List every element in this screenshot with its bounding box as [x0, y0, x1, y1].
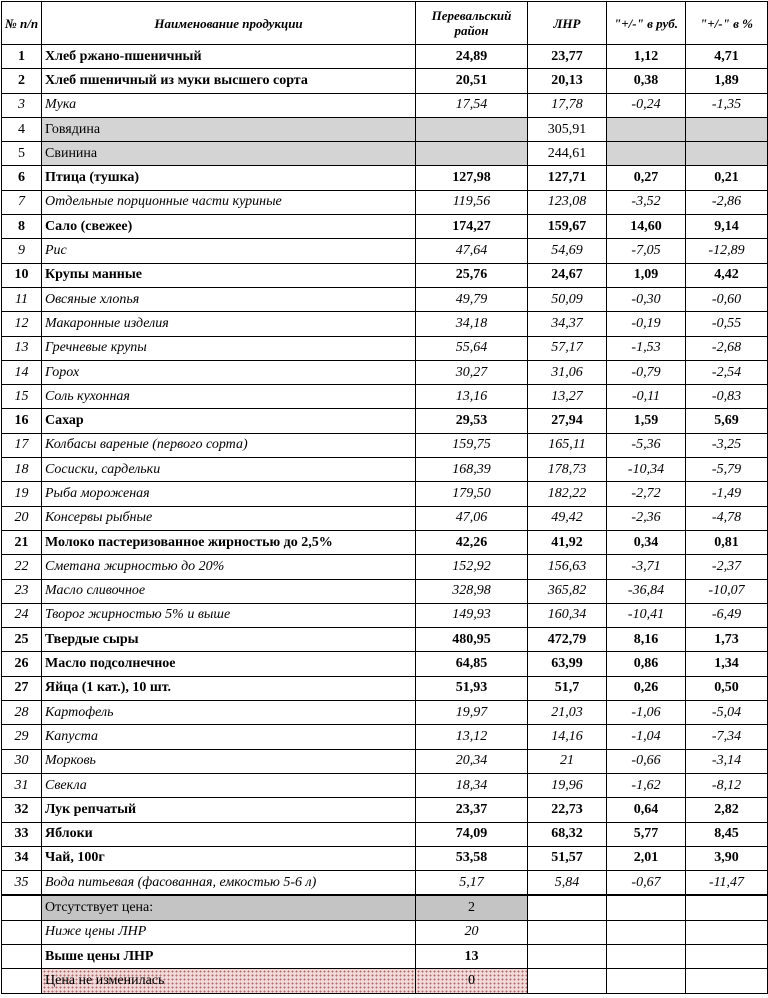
table-row [2, 652, 768, 676]
diff-rub: -0,11 [607, 385, 686, 409]
price-pereval: 47,64 [416, 239, 528, 263]
table-row [2, 263, 768, 287]
table-row [2, 603, 768, 627]
diff-pct: -1,35 [686, 93, 768, 117]
price-lnr: 17,78 [528, 93, 607, 117]
price-pereval: 20,34 [416, 749, 528, 773]
price-pereval: 42,26 [416, 530, 528, 554]
price-lnr: 63,99 [528, 652, 607, 676]
table-row [2, 336, 768, 360]
row-number: 35 [2, 871, 42, 896]
diff-rub: 0,27 [607, 166, 686, 190]
row-number: 21 [2, 530, 42, 554]
product-name: Молоко пастеризованное жирностью до 2,5% [42, 530, 416, 554]
diff-pct: -7,34 [686, 725, 768, 749]
product-rows [2, 45, 768, 896]
table-row [2, 69, 768, 93]
header-name: Наименование продукции [42, 2, 416, 45]
row-number: 29 [2, 725, 42, 749]
price-lnr: 182,22 [528, 482, 607, 506]
diff-pct: 1,34 [686, 652, 768, 676]
summary-empty-cell [686, 920, 768, 944]
diff-rub: -1,06 [607, 701, 686, 725]
table-row [2, 166, 768, 190]
diff-rub: -3,52 [607, 190, 686, 214]
row-number: 2 [2, 69, 42, 93]
price-lnr: 21 [528, 749, 607, 773]
product-name: Колбасы вареные (первого сорта) [42, 433, 416, 457]
diff-pct: 3,90 [686, 846, 768, 870]
diff-rub: -7,05 [607, 239, 686, 263]
price-pereval: 152,92 [416, 555, 528, 579]
row-number: 27 [2, 676, 42, 700]
diff-pct: -0,55 [686, 312, 768, 336]
summary-value: 13 [416, 944, 528, 968]
summary-empty-cell [528, 920, 607, 944]
diff-rub: -0,19 [607, 312, 686, 336]
product-name: Масло сливочное [42, 579, 416, 603]
price-lnr: 472,79 [528, 628, 607, 652]
table-row [2, 385, 768, 409]
table-row [2, 579, 768, 603]
product-name: Яйца (1 кат.), 10 шт. [42, 676, 416, 700]
table-row [2, 142, 768, 166]
header-num: № п/п [2, 2, 42, 45]
diff-pct: -2,54 [686, 360, 768, 384]
table-row [2, 628, 768, 652]
summary-row [2, 944, 768, 968]
diff-pct: -8,12 [686, 773, 768, 797]
diff-rub: 0,34 [607, 530, 686, 554]
header-diff-pct: "+/-" в % [686, 2, 768, 45]
diff-pct: 0,81 [686, 530, 768, 554]
price-pereval: 174,27 [416, 215, 528, 239]
summary-row [2, 895, 768, 920]
table-row [2, 725, 768, 749]
diff-pct [686, 117, 768, 141]
row-number: 12 [2, 312, 42, 336]
summary-spacer [2, 969, 42, 993]
header-pereval: Перевальский район [416, 2, 528, 45]
price-pereval: 119,56 [416, 190, 528, 214]
table-row [2, 215, 768, 239]
product-name: Сахар [42, 409, 416, 433]
table-row [2, 433, 768, 457]
price-lnr: 165,11 [528, 433, 607, 457]
diff-rub: 5,77 [607, 822, 686, 846]
product-name: Свинина [42, 142, 416, 166]
price-pereval: 30,27 [416, 360, 528, 384]
price-pereval: 23,37 [416, 798, 528, 822]
diff-rub: -0,24 [607, 93, 686, 117]
diff-rub: 1,09 [607, 263, 686, 287]
diff-rub: 0,26 [607, 676, 686, 700]
diff-rub: -10,34 [607, 458, 686, 482]
diff-pct: -1,49 [686, 482, 768, 506]
diff-pct: -0,60 [686, 287, 768, 311]
diff-rub: -10,41 [607, 603, 686, 627]
product-name: Рис [42, 239, 416, 263]
diff-rub: 1,59 [607, 409, 686, 433]
row-number: 3 [2, 93, 42, 117]
summary-row [2, 920, 768, 944]
diff-rub: -3,71 [607, 555, 686, 579]
price-lnr: 156,63 [528, 555, 607, 579]
table-row [2, 798, 768, 822]
summary-empty-cell [607, 969, 686, 993]
diff-rub: -0,67 [607, 871, 686, 896]
diff-pct: -11,47 [686, 871, 768, 896]
price-pereval: 19,97 [416, 701, 528, 725]
product-name: Чай, 100г [42, 846, 416, 870]
diff-pct: 1,73 [686, 628, 768, 652]
diff-rub [607, 142, 686, 166]
price-lnr: 41,92 [528, 530, 607, 554]
diff-pct: -3,14 [686, 749, 768, 773]
price-lnr: 23,77 [528, 45, 607, 69]
diff-pct: 9,14 [686, 215, 768, 239]
summary-label: Выше цены ЛНР [42, 944, 416, 968]
row-number: 25 [2, 628, 42, 652]
table-row [2, 239, 768, 263]
row-number: 17 [2, 433, 42, 457]
price-lnr: 54,69 [528, 239, 607, 263]
row-number: 34 [2, 846, 42, 870]
row-number: 22 [2, 555, 42, 579]
product-name: Отдельные порционные части куриные [42, 190, 416, 214]
table-row [2, 360, 768, 384]
price-pereval: 149,93 [416, 603, 528, 627]
summary-label: Ниже цены ЛНР [42, 920, 416, 944]
table-row [2, 871, 768, 896]
diff-pct: -4,78 [686, 506, 768, 530]
product-name: Лук репчатый [42, 798, 416, 822]
diff-rub: 1,12 [607, 45, 686, 69]
price-pereval: 13,12 [416, 725, 528, 749]
product-name: Горох [42, 360, 416, 384]
table-row [2, 312, 768, 336]
price-pereval: 13,16 [416, 385, 528, 409]
row-number: 13 [2, 336, 42, 360]
row-number: 7 [2, 190, 42, 214]
product-name: Птица (тушка) [42, 166, 416, 190]
row-number: 28 [2, 701, 42, 725]
summary-empty-cell [528, 969, 607, 993]
price-lnr: 365,82 [528, 579, 607, 603]
diff-pct: -0,83 [686, 385, 768, 409]
diff-pct: -2,37 [686, 555, 768, 579]
product-name: Сметана жирностью до 20% [42, 555, 416, 579]
row-number: 24 [2, 603, 42, 627]
summary-empty-cell [686, 944, 768, 968]
product-name: Картофель [42, 701, 416, 725]
price-lnr: 127,71 [528, 166, 607, 190]
price-lnr: 305,91 [528, 117, 607, 141]
diff-rub: 0,64 [607, 798, 686, 822]
diff-rub: -0,66 [607, 749, 686, 773]
price-pereval: 127,98 [416, 166, 528, 190]
diff-pct: 4,42 [686, 263, 768, 287]
diff-rub: 0,86 [607, 652, 686, 676]
row-number: 20 [2, 506, 42, 530]
price-lnr: 27,94 [528, 409, 607, 433]
diff-rub: -2,72 [607, 482, 686, 506]
product-name: Консервы рыбные [42, 506, 416, 530]
price-pereval: 24,89 [416, 45, 528, 69]
table-row [2, 773, 768, 797]
diff-pct: -10,07 [686, 579, 768, 603]
diff-rub: -0,79 [607, 360, 686, 384]
diff-rub: 14,60 [607, 215, 686, 239]
summary-row [2, 969, 768, 993]
price-lnr: 68,32 [528, 822, 607, 846]
price-pereval: 29,53 [416, 409, 528, 433]
row-number: 19 [2, 482, 42, 506]
table-row [2, 45, 768, 69]
price-lnr: 14,16 [528, 725, 607, 749]
diff-rub: -0,30 [607, 287, 686, 311]
price-pereval: 159,75 [416, 433, 528, 457]
diff-pct: -5,04 [686, 701, 768, 725]
price-pereval: 25,76 [416, 263, 528, 287]
product-name: Капуста [42, 725, 416, 749]
price-lnr: 31,06 [528, 360, 607, 384]
header-diff-rub: "+/-" в руб. [607, 2, 686, 45]
summary-empty-cell [686, 969, 768, 993]
row-number: 15 [2, 385, 42, 409]
row-number: 16 [2, 409, 42, 433]
price-lnr: 19,96 [528, 773, 607, 797]
summary-empty-cell [607, 895, 686, 920]
price-lnr: 51,7 [528, 676, 607, 700]
product-name: Рыба мороженая [42, 482, 416, 506]
summary-value: 0 [416, 969, 528, 993]
diff-pct: -2,68 [686, 336, 768, 360]
row-number: 31 [2, 773, 42, 797]
summary-empty-cell [528, 944, 607, 968]
summary-label: Отсутствует цена: [42, 895, 416, 920]
summary-empty-cell [607, 920, 686, 944]
summary-label: Цена не изменилась [42, 969, 416, 993]
diff-rub: -5,36 [607, 433, 686, 457]
summary-value: 2 [416, 895, 528, 920]
diff-pct: -12,89 [686, 239, 768, 263]
price-pereval: 55,64 [416, 336, 528, 360]
diff-rub: 8,16 [607, 628, 686, 652]
diff-rub: -2,36 [607, 506, 686, 530]
price-lnr: 13,27 [528, 385, 607, 409]
diff-rub [607, 117, 686, 141]
row-number: 4 [2, 117, 42, 141]
price-lnr: 178,73 [528, 458, 607, 482]
diff-pct: -2,86 [686, 190, 768, 214]
table-row [2, 749, 768, 773]
price-pereval: 5,17 [416, 871, 528, 896]
price-lnr: 24,67 [528, 263, 607, 287]
summary-spacer [2, 944, 42, 968]
price-pereval: 20,51 [416, 69, 528, 93]
diff-pct: -3,25 [686, 433, 768, 457]
price-comparison-table [1, 1, 768, 994]
row-number: 26 [2, 652, 42, 676]
row-number: 33 [2, 822, 42, 846]
table-row [2, 555, 768, 579]
header-lnr: ЛНР [528, 2, 607, 45]
product-name: Сало (свежее) [42, 215, 416, 239]
table-row [2, 482, 768, 506]
table-row [2, 458, 768, 482]
summary-empty-cell [686, 895, 768, 920]
row-number: 11 [2, 287, 42, 311]
header-row [2, 2, 768, 45]
diff-pct: 4,71 [686, 45, 768, 69]
price-lnr: 5,84 [528, 871, 607, 896]
price-lnr: 21,03 [528, 701, 607, 725]
row-number: 18 [2, 458, 42, 482]
summary-empty-cell [607, 944, 686, 968]
diff-rub: -36,84 [607, 579, 686, 603]
price-lnr: 123,08 [528, 190, 607, 214]
price-pereval: 53,58 [416, 846, 528, 870]
product-name: Хлеб ржано-пшеничный [42, 45, 416, 69]
price-pereval: 47,06 [416, 506, 528, 530]
table-row [2, 822, 768, 846]
price-pereval: 64,85 [416, 652, 528, 676]
diff-pct [686, 142, 768, 166]
product-name: Сосиски, сардельки [42, 458, 416, 482]
price-lnr: 22,73 [528, 798, 607, 822]
product-name: Творог жирностью 5% и выше [42, 603, 416, 627]
table-row [2, 701, 768, 725]
row-number: 30 [2, 749, 42, 773]
summary-rows [2, 895, 768, 993]
row-number: 32 [2, 798, 42, 822]
diff-pct: 2,82 [686, 798, 768, 822]
price-pereval: 51,93 [416, 676, 528, 700]
product-name: Гречневые крупы [42, 336, 416, 360]
product-name: Овсяные хлопья [42, 287, 416, 311]
table-row [2, 846, 768, 870]
table-row [2, 530, 768, 554]
diff-rub: -1,53 [607, 336, 686, 360]
table-row [2, 93, 768, 117]
price-lnr: 160,34 [528, 603, 607, 627]
product-name: Говядина [42, 117, 416, 141]
diff-pct: -5,79 [686, 458, 768, 482]
price-pereval: 480,95 [416, 628, 528, 652]
summary-spacer [2, 895, 42, 920]
product-name: Крупы манные [42, 263, 416, 287]
diff-pct: 1,89 [686, 69, 768, 93]
diff-pct: 5,69 [686, 409, 768, 433]
product-name: Морковь [42, 749, 416, 773]
product-name: Свекла [42, 773, 416, 797]
summary-spacer [2, 920, 42, 944]
diff-rub: -1,04 [607, 725, 686, 749]
diff-pct: 8,45 [686, 822, 768, 846]
price-lnr: 51,57 [528, 846, 607, 870]
product-name: Твердые сыры [42, 628, 416, 652]
row-number: 23 [2, 579, 42, 603]
summary-value: 20 [416, 920, 528, 944]
price-pereval: 74,09 [416, 822, 528, 846]
summary-empty-cell [528, 895, 607, 920]
price-pereval: 168,39 [416, 458, 528, 482]
table-row [2, 409, 768, 433]
price-pereval [416, 142, 528, 166]
price-pereval: 18,34 [416, 773, 528, 797]
price-pereval: 34,18 [416, 312, 528, 336]
product-name: Вода питьевая (фасованная, емкостью 5-6 л) [42, 871, 416, 896]
product-name: Макаронные изделия [42, 312, 416, 336]
price-lnr: 34,37 [528, 312, 607, 336]
table-row [2, 190, 768, 214]
product-name: Мука [42, 93, 416, 117]
product-name: Яблоки [42, 822, 416, 846]
row-number: 9 [2, 239, 42, 263]
row-number: 14 [2, 360, 42, 384]
price-lnr: 20,13 [528, 69, 607, 93]
price-pereval [416, 117, 528, 141]
price-pereval: 49,79 [416, 287, 528, 311]
price-pereval: 179,50 [416, 482, 528, 506]
product-name: Хлеб пшеничный из муки высшего сорта [42, 69, 416, 93]
product-name: Масло подсолнечное [42, 652, 416, 676]
table-row [2, 676, 768, 700]
table-row [2, 287, 768, 311]
table-row [2, 117, 768, 141]
diff-rub: 2,01 [607, 846, 686, 870]
diff-pct: 0,50 [686, 676, 768, 700]
diff-pct: -6,49 [686, 603, 768, 627]
price-lnr: 159,67 [528, 215, 607, 239]
row-number: 10 [2, 263, 42, 287]
price-pereval: 17,54 [416, 93, 528, 117]
diff-pct: 0,21 [686, 166, 768, 190]
row-number: 1 [2, 45, 42, 69]
diff-rub: -1,62 [607, 773, 686, 797]
diff-rub: 0,38 [607, 69, 686, 93]
row-number: 6 [2, 166, 42, 190]
price-lnr: 57,17 [528, 336, 607, 360]
row-number: 8 [2, 215, 42, 239]
product-name: Соль кухонная [42, 385, 416, 409]
row-number: 5 [2, 142, 42, 166]
price-lnr: 50,09 [528, 287, 607, 311]
price-lnr: 244,61 [528, 142, 607, 166]
price-pereval: 328,98 [416, 579, 528, 603]
table-row [2, 506, 768, 530]
price-lnr: 49,42 [528, 506, 607, 530]
